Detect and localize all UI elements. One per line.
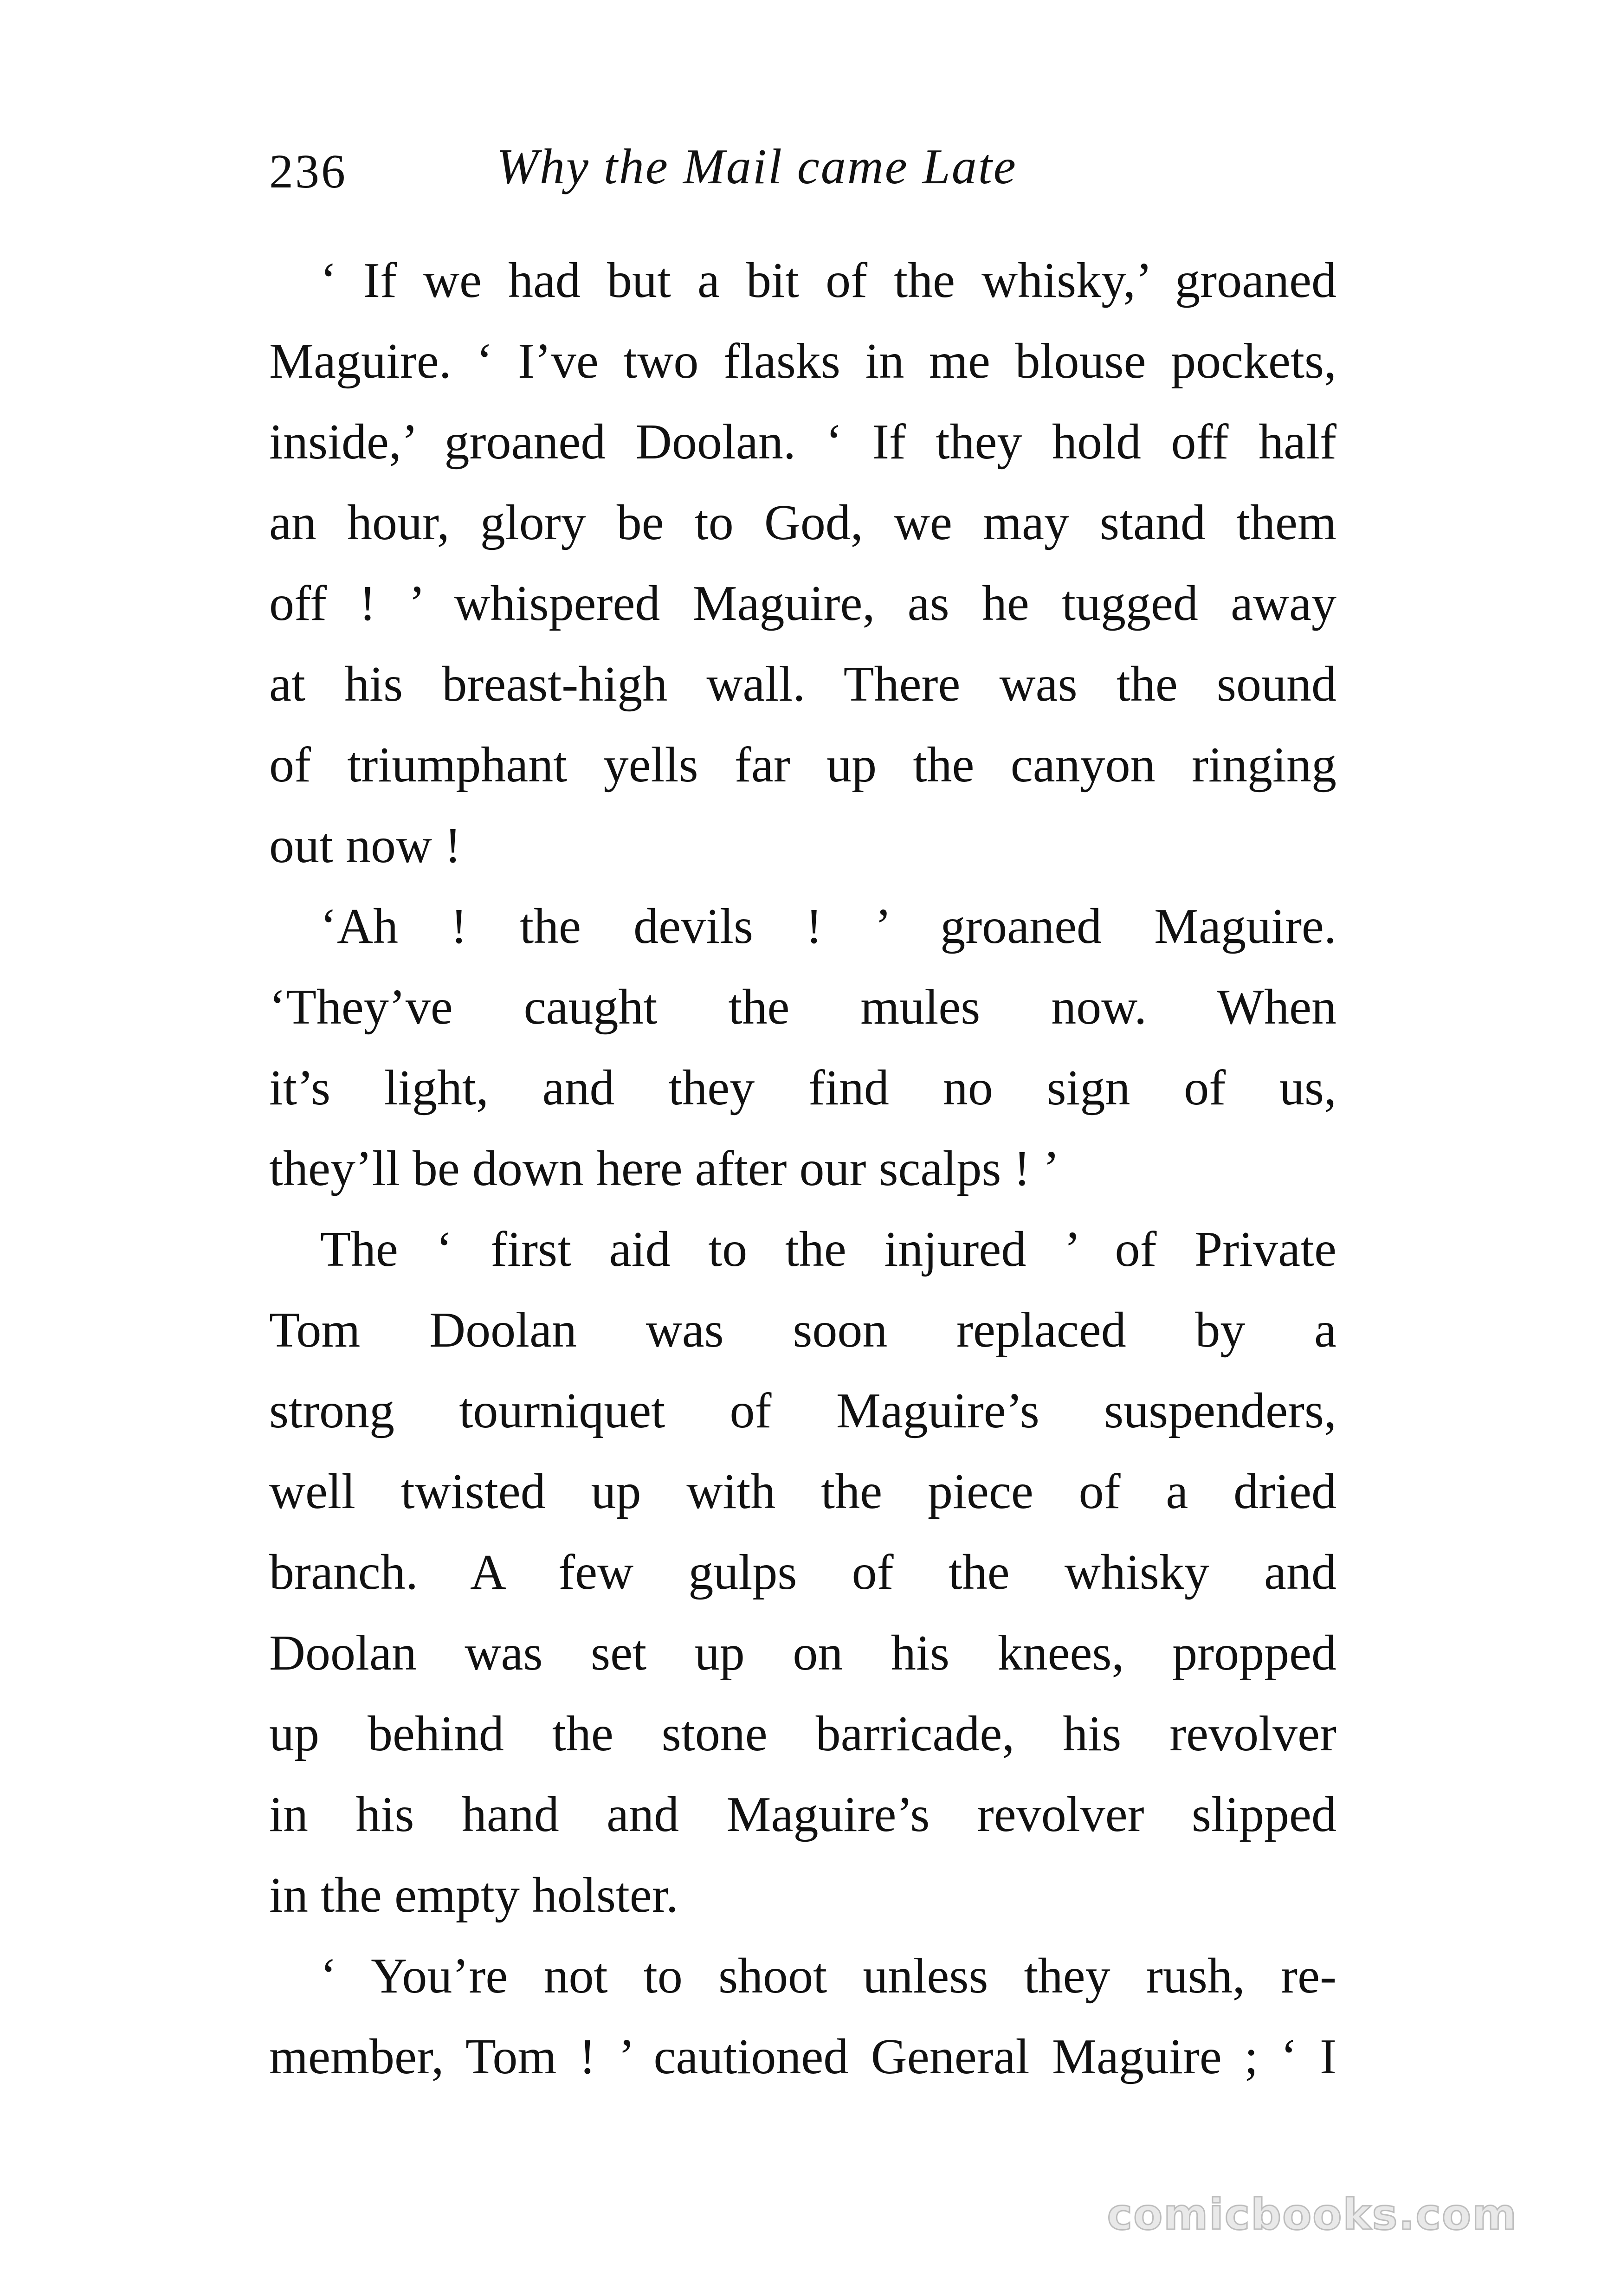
watermark: comicbooks.com <box>1107 2190 1517 2239</box>
text-line: Maguire. ‘ I’ve two flasks in me blouse pockets, <box>269 334 1336 389</box>
text-line: an hour, glory be to God, we may stand them <box>269 495 1336 550</box>
text-line: well twisted up with the piece of a dried <box>269 1464 1336 1519</box>
text-line: ‘They’ve caught the mules now. When <box>269 980 1336 1035</box>
body-text <box>269 240 1336 2097</box>
text-line: strong tourniquet of Maguire’s suspenders, <box>269 1383 1336 1438</box>
text-line: it’s light, and they find no sign of us, <box>269 1060 1336 1116</box>
text-line: Tom Doolan was soon replaced by a <box>269 1303 1336 1358</box>
text-line: inside,’ groaned Doolan. ‘ If they hold off half <box>269 414 1336 470</box>
page-number: 236 <box>269 145 347 198</box>
text-line: branch. A few gulps of the whisky and <box>269 1545 1336 1600</box>
running-title: Why the Mail came Late <box>497 139 1017 194</box>
text-line: in his hand and Maguire’s revolver slipped <box>269 1787 1336 1842</box>
running-head <box>269 139 1095 204</box>
text-line: out now ! <box>269 818 461 873</box>
text-line: The ‘ first aid to the injured ’ of Private <box>320 1222 1336 1277</box>
text-line: Doolan was set up on his knees, propped <box>269 1625 1336 1681</box>
text-line: in the empty holster. <box>269 1868 678 1923</box>
text-line: ‘ You’re not to shoot unless they rush, re- <box>320 1948 1336 2004</box>
text-line: up behind the stone barricade, his revolver <box>269 1706 1336 1761</box>
text-line: member, Tom ! ’ cautioned General Maguire ; ‘ I <box>269 2029 1336 2084</box>
text-line: at his breast-high wall. There was the sound <box>269 657 1336 712</box>
text-line: ‘Ah ! the devils ! ’ groaned Maguire. <box>320 899 1336 954</box>
text-line: they’ll be down here after our scalps ! ’ <box>269 1141 1060 1196</box>
text-line: ‘ If we had but a bit of the whisky,’ groaned <box>320 253 1336 308</box>
text-line: of triumphant yells far up the canyon ringing <box>269 737 1336 793</box>
text-line: off ! ’ whispered Maguire, as he tugged away <box>269 576 1336 631</box>
